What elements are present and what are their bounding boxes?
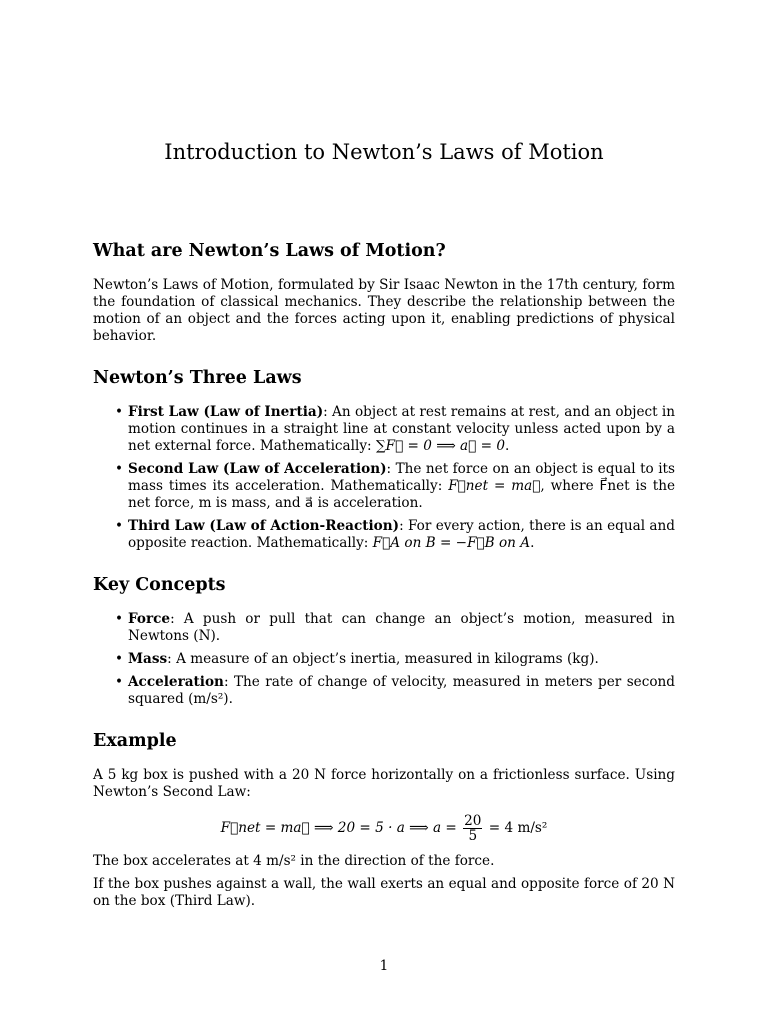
bullet-icon: • [115,651,124,667]
paragraph: Newton’s Laws of Motion, formulated by Sir Isaac Newton in the 17th century, form the foundation of classical mechanics. They describe the relationship between the motion of an object and the forces acting upon it, enabling predictions of physical behavior. [93,277,675,344]
page-number: 1 [379,958,389,974]
law-formula: F⃗A on B = −F⃗B on A [372,535,531,551]
example-third-law: If the box pushes against a wall, the wall exerts an equal and opposite force of 20 N on the box (Third Law). [93,876,675,909]
list-item [93,674,675,708]
section-three-laws [93,367,675,552]
law-formula: F⃗net = ma⃗ [448,478,541,494]
law-after: . [505,438,510,454]
laws-list [93,404,675,552]
equation-fraction [463,814,482,843]
list-item [93,518,675,552]
page-title: Introduction to Newton’s Laws of Motion [164,140,604,164]
bullet-icon: • [115,611,124,627]
section-what-are-laws [93,240,675,345]
equation-lhs: F⃗net = ma⃗ ⟹ 20 = 5 · a ⟹ a = [220,820,457,836]
bullet-icon: • [115,518,124,534]
law-term: Second Law (Law of Acceleration) [128,461,387,477]
document-body [93,240,675,932]
concept-text: : The rate of change of velocity, measured in meters per second squared (m/s²). [128,674,675,707]
fraction-denominator: 5 [468,828,478,844]
law-text: : The net force on an object is equal to its mass times its acceleration. Mathematically: [128,461,675,494]
list-item [93,611,675,645]
equation-rhs: = 4 m/s² [488,820,548,836]
law-after: . [530,535,535,551]
section-heading: What are Newton’s Laws of Motion? [93,241,446,261]
section-heading: Newton’s Three Laws [93,368,302,388]
concept-term: Mass [128,651,168,667]
law-term: Third Law (Law of Action-Reaction) [128,518,400,534]
law-after: , where F⃗net is the net force, m is mass, and a⃗ is acceleration. [128,478,675,511]
concept-term: Acceleration [128,674,224,690]
concepts-list [93,611,675,708]
concept-text: : A push or pull that can change an object’s motion, measured in Newtons (N). [128,611,675,644]
list-item [93,461,675,512]
law-formula: ∑F⃗ = 0 ⟹ a⃗ = 0 [375,438,505,454]
law-text: : For every action, there is an equal and opposite reaction. Mathematically: [128,518,675,551]
bullet-icon: • [115,674,124,690]
fraction-numerator: 20 [464,813,482,829]
section-heading: Example [93,731,177,751]
law-text: : An object at rest remains at rest, and an object in motion continues in a straight line at constant velocity unless acted upon by a net external force. Mathematically: [128,404,676,454]
section-key-concepts [93,574,675,708]
bullet-icon: • [115,404,124,420]
example-equation [93,811,675,845]
bullet-icon: • [115,461,124,477]
section-heading: Key Concepts [93,575,226,595]
concept-term: Force [128,611,171,627]
law-term: First Law (Law of Inertia) [128,404,324,420]
list-item [93,651,675,668]
example-result: The box accelerates at 4 m/s² in the direction of the force. [93,853,495,869]
list-item [93,404,675,455]
concept-text: : A measure of an object’s inertia, measured in kilograms (kg). [167,651,599,667]
section-example [93,730,675,910]
example-intro: A 5 kg box is pushed with a 20 N force horizontally on a frictionless surface. Using Newton’s Second Law: [93,767,675,800]
